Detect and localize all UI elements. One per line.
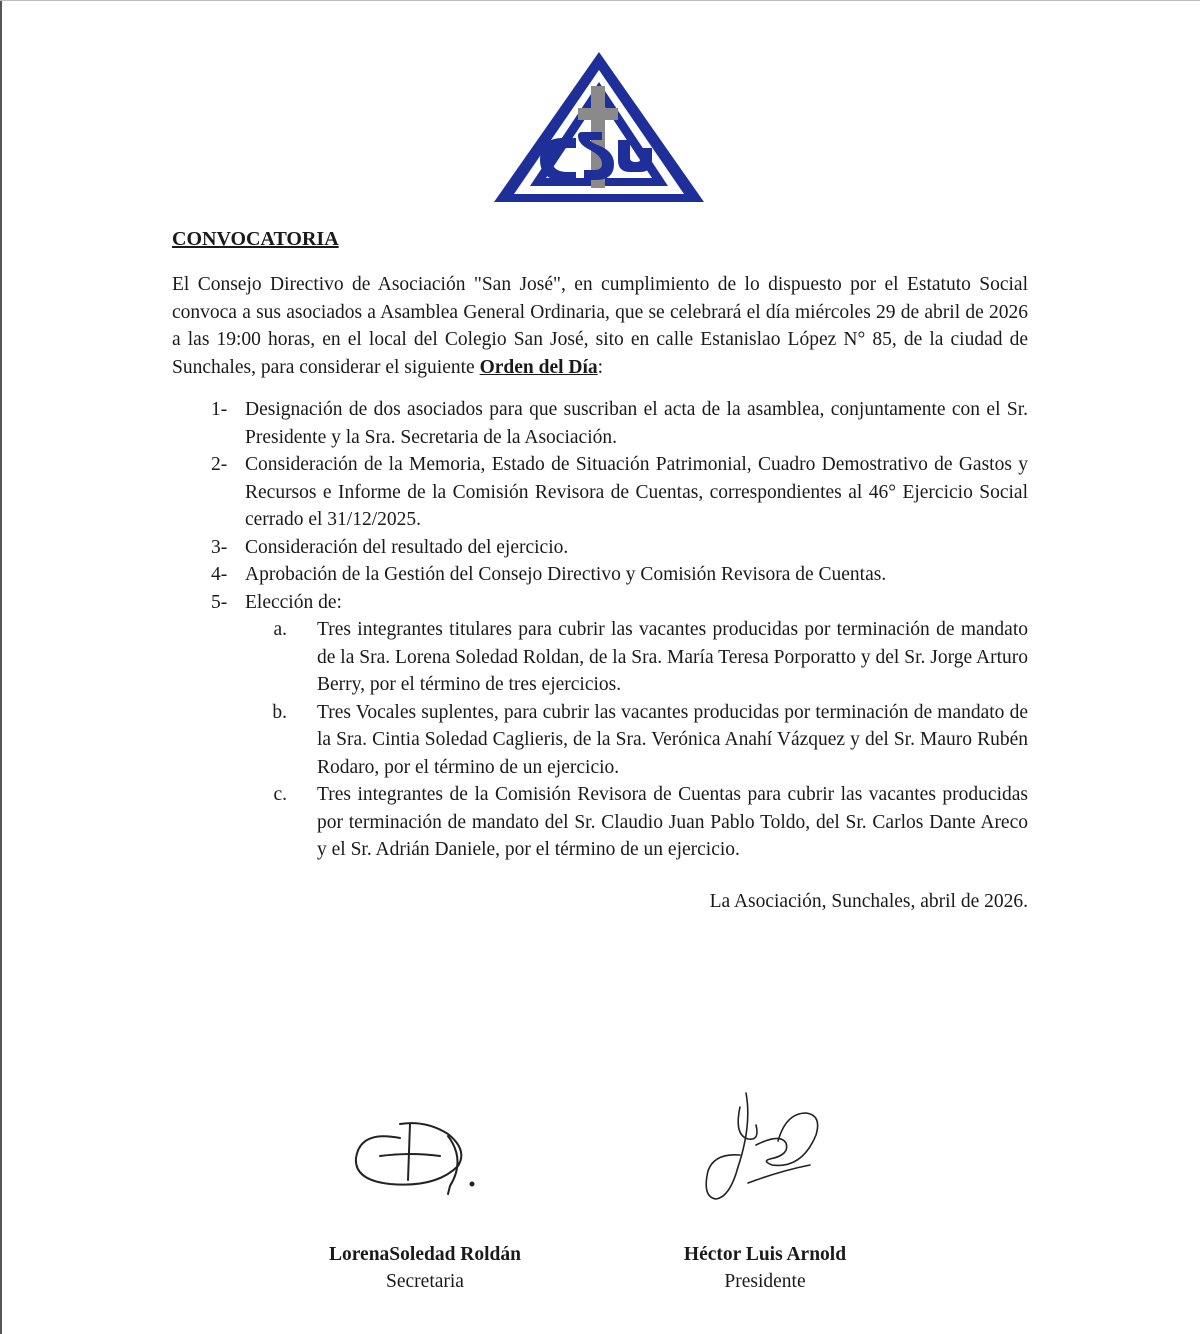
agenda-item-number: 4- [211,564,228,585]
agenda-list [172,396,1028,864]
agenda-subitem [245,616,1028,699]
agenda-heading: Orden del Día [479,356,598,378]
agenda-subitem-text: Tres Vocales suplentes, para cubrir las vacantes producidas por terminación de mandato de la Sra. Cintia Soledad Caglieris, de la Sra. Verónica Anahí Vázquez y del Sr. Mauro Rubén Rodaro, por el término de un ejercicio. [317,701,1028,778]
agenda-subitem-letter: a. [273,619,287,640]
agenda-subitem-letter: b. [272,701,287,723]
agenda-item [172,451,1028,534]
president-signature [690,1085,840,1210]
agenda-subitem-letter: c. [273,784,287,805]
document-title: CONVOCATORIA [172,228,339,250]
intro-end: : [597,356,604,378]
intro-text: El Consejo Directivo de Asociación "San José", en cumplimiento de lo dispuesto por el Estatuto Social convoca a sus asociados a Asamblea General Ordinaria, que se celebrará el día miércoles 29 de abril de 2026 a las 19:00 horas, en el local del Colegio San José, sito en calle Estanislao López N° 85, de la ciudad de Sunchales, para considerar el siguiente [172,274,1028,378]
agenda-subitem [245,781,1028,864]
agenda-item-number: 5- [211,591,228,613]
agenda-item-number: 3- [211,536,228,558]
page-top-border [0,0,1200,1]
closing-line: La Asociación, Sunchales, abril de 2026. [709,891,1028,912]
agenda-subitem-text: Tres integrantes titulares para cubrir las vacantes producidas por terminación de mandato de la Sra. Lorena Soledad Roldan, de la Sra. María Teresa Porporatto y del Sr. Jorge Arturo Berry, por el término de tres ejercicios. [317,619,1028,695]
agenda-item-text: Consideración del resultado del ejercicio. [245,536,569,558]
agenda-item-number: 1- [211,399,228,420]
agenda-item-text: Aprobación de la Gestión del Consejo Directivo y Comisión Revisora de Cuentas. [245,564,887,585]
csj-logo [490,48,708,206]
agenda-subitem [245,699,1028,782]
agenda-item [172,589,1028,617]
page-left-border [0,0,2,1334]
agenda-item [172,561,1028,589]
secretary-role: Secretaria [386,1271,464,1292]
agenda-item [172,534,1028,562]
secretary-name: LorenaSoledad Roldán [329,1244,521,1265]
agenda-item-text: Consideración de la Memoria, Estado de Situación Patrimonial, Cuadro Demostrativo de Gastos y Recursos e Informe de la Comisión Revisora de Cuentas, correspondientes al 46° Ejercicio Social cerrado el 31/12/2025. [245,454,1028,530]
president-role: Presidente [724,1271,806,1292]
agenda-subitem-text: Tres integrantes de la Comisión Revisora de Cuentas para cubrir las vacantes producidas por terminación de mandato del Sr. Claudio Juan Pablo Toldo, del Sr. Carlos Dante Areco y el Sr. Adrián Daniele, por el término de un ejercicio. [317,784,1028,860]
agenda-item-number: 2- [211,454,228,475]
president-name: Héctor Luis Arnold [683,1244,847,1265]
secretary-signature [340,1100,500,1210]
intro-paragraph [172,271,1028,381]
agenda-item [172,396,1028,451]
agenda-item-text: Elección de: [245,591,342,613]
agenda-item-text: Designación de dos asociados para que suscriban el acta de la asamblea, conjuntamente con el Sr. Presidente y la Sra. Secretaria de la Asociación. [245,399,1028,448]
